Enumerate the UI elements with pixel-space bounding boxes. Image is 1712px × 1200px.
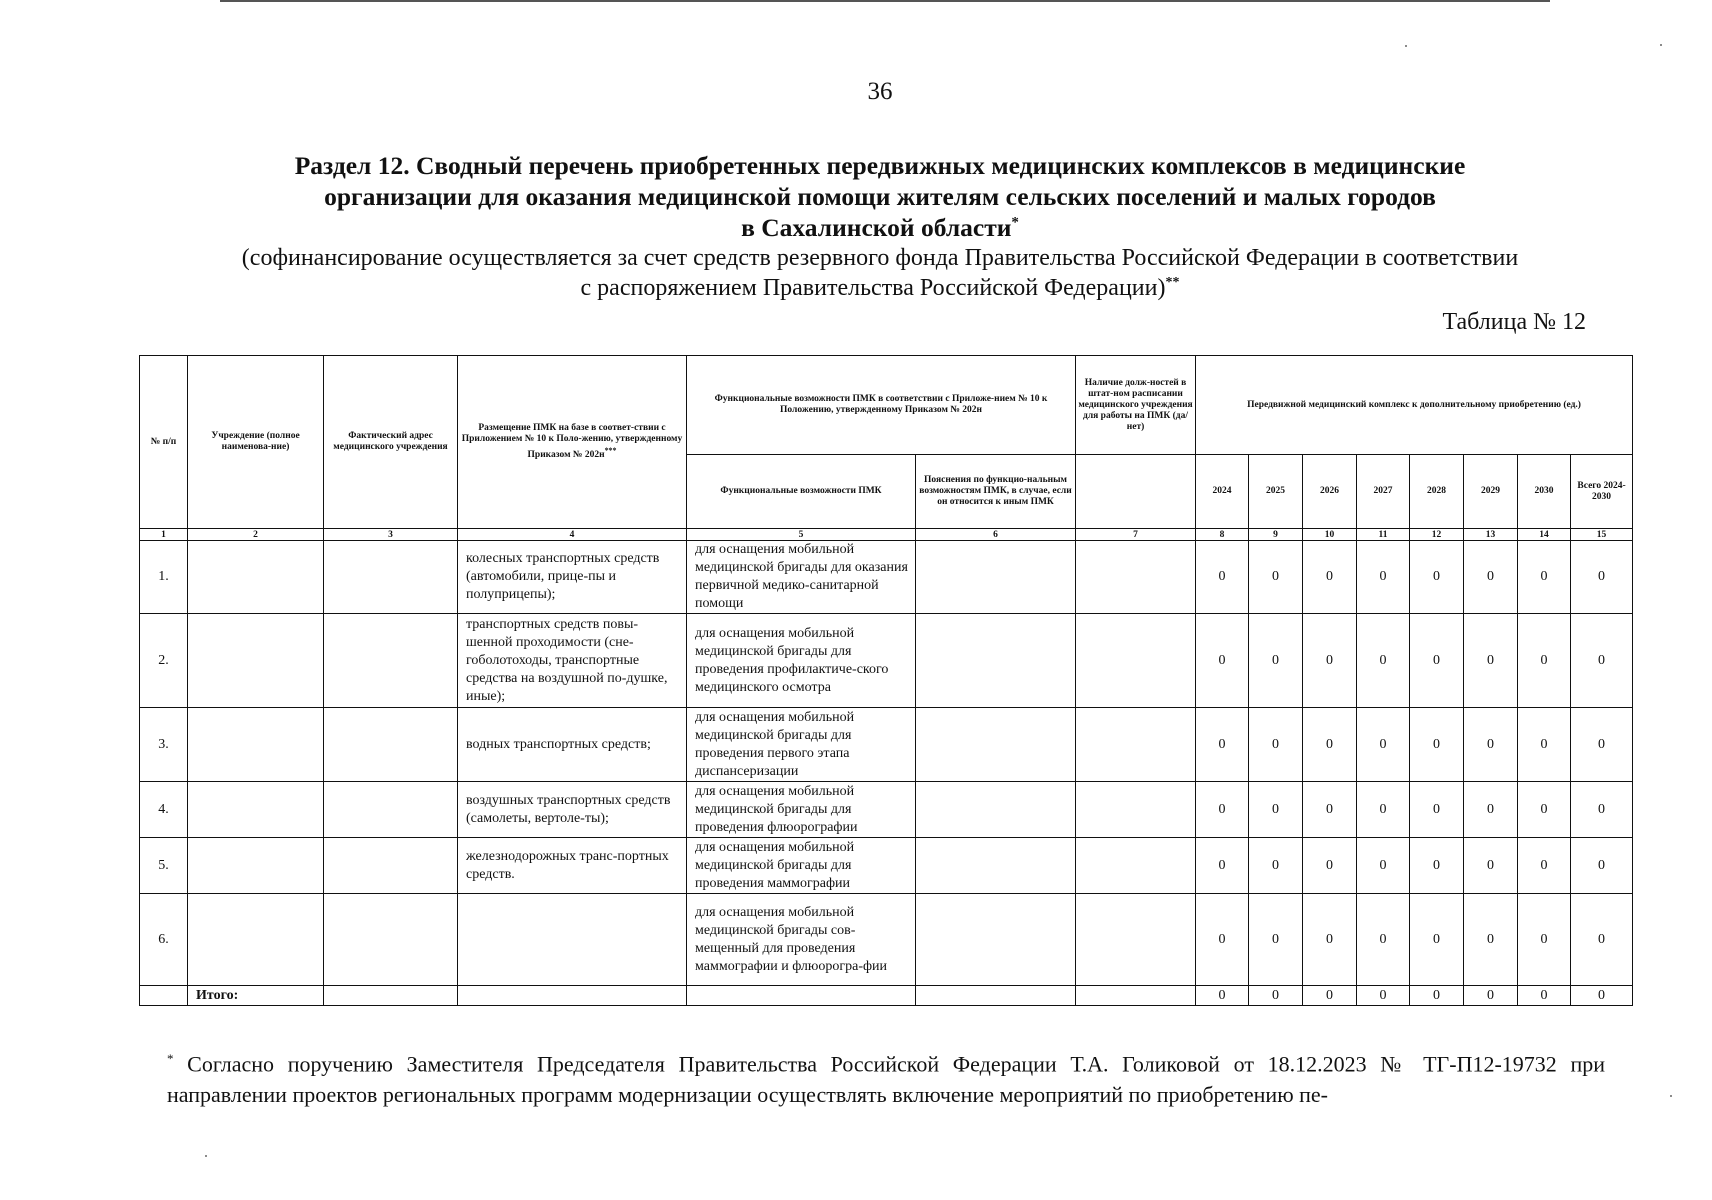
column-number: 13 [1464,529,1518,541]
total-empty [458,986,687,1006]
cell-value: 0 [1249,894,1303,986]
row-number: 2. [140,614,188,708]
cell-functional: для оснащения мобильной медицинской бригады для проведения маммографии [687,838,916,894]
cell-value: 0 [1518,838,1571,894]
footnote-text: Согласно поручению Заместителя Председателя Правительства Российской Федерации Т.А. Голиковой от 18.12.2023 № ТГ-П12-19732 при направлении проектов региональных программ модернизации осуществлять включение мероприятий по приобретению пе- [167,1051,1606,1108]
cell-value: 0 [1518,541,1571,614]
scan-speck [205,1155,207,1157]
scan-speck [1670,1095,1672,1097]
cell-value: 0 [1464,708,1518,782]
total-empty [1076,986,1196,1006]
subtitle-line-1: (софинансирование осуществляется за счет средств резервного фонда Правительства Российской Федерации в соответствии [241,245,1519,271]
title-block [140,150,1620,303]
cell-staffing [1076,708,1196,782]
column-number: 14 [1518,529,1571,541]
column-number: 15 [1571,529,1633,541]
header-placement [458,356,687,529]
total-empty-no [140,986,188,1006]
title-line-2: организации для оказания медицинской помощи жителям сельских поселений и малых городов [324,182,1436,211]
total-value: 0 [1518,986,1571,1006]
cell-value: 0 [1518,782,1571,838]
column-number: 3 [324,529,458,541]
row-number: 6. [140,894,188,986]
cell-placement: железнодорожных транс-портных средств. [458,838,687,894]
cell-value: 0 [1357,782,1410,838]
cell-total: 0 [1571,541,1633,614]
cell-institution [188,708,324,782]
cell-total: 0 [1571,838,1633,894]
cell-value: 0 [1464,614,1518,708]
cell-value: 0 [1357,894,1410,986]
cell-functional: для оснащения мобильной медицинской бригады для проведения профилактиче-ского медицинского осмотра [687,614,916,708]
cell-value: 0 [1410,541,1464,614]
total-empty [324,986,458,1006]
cell-value: 0 [1357,838,1410,894]
total-value: 0 [1464,986,1518,1006]
top-rule [220,0,1550,2]
cell-address [324,894,458,986]
cell-value: 0 [1410,782,1464,838]
total-value: 0 [1571,986,1633,1006]
cell-staffing [1076,614,1196,708]
header-year: 2030 [1518,455,1571,529]
header-placement-text: Размещение ПМК на базе в соответ-ствии с Приложением № 10 к Поло-жению, утвержденному Приказом № 202н [461,422,683,461]
cell-placement [458,894,687,986]
cell-value: 0 [1410,614,1464,708]
cell-address [324,782,458,838]
table-row [140,541,1633,614]
cell-institution [188,541,324,614]
page-number: 36 [867,78,893,105]
column-number: 7 [1076,529,1196,541]
header-staffing: Наличие долж-ностей в штат-ном расписании медицинского учреждения для работы на ПМК (да/нет) [1076,356,1196,455]
header-year: 2027 [1357,455,1410,529]
total-empty [687,986,916,1006]
cell-value: 0 [1518,614,1571,708]
cell-value: 0 [1518,894,1571,986]
column-number: 11 [1357,529,1410,541]
column-number: 9 [1249,529,1303,541]
title-line-1: Раздел 12. Сводный перечень приобретенных передвижных медицинских комплексов в медицинские [294,151,1466,180]
cell-explanation [916,708,1076,782]
column-number: 6 [916,529,1076,541]
footnote [167,1043,1605,1110]
cell-value: 0 [1249,614,1303,708]
cell-value: 0 [1196,782,1249,838]
cell-institution [188,838,324,894]
header-year: 2024 [1196,455,1249,529]
header-year: 2029 [1464,455,1518,529]
cell-functional: для оснащения мобильной медицинской бригады для оказания первичной медико-санитарной помощи [687,541,916,614]
cell-address [324,708,458,782]
cell-staffing [1076,838,1196,894]
total-value: 0 [1357,986,1410,1006]
cell-placement: транспортных средств повы-шенной проходимости (сне-гоболотоходы, транспортные средства на воздушной по-душке, иные); [458,614,687,708]
column-number-row [140,529,1633,541]
table-row [140,782,1633,838]
total-value: 0 [1249,986,1303,1006]
total-label: Итого: [188,986,324,1006]
cell-value: 0 [1303,614,1357,708]
footnote-mark: * [167,1051,174,1066]
header-address: Фактический адрес медицинского учреждения [324,356,458,529]
cell-address [324,838,458,894]
cell-value: 0 [1303,894,1357,986]
cell-functional: для оснащения мобильной медицинской бригады для проведения первого этапа диспансеризации [687,708,916,782]
header-explanation: Пояснения по функцио-нальным возможностям ПМК, в случае, если он относится к иным ПМК [916,455,1076,529]
scan-speck [1660,44,1662,46]
header-staffing-empty [1076,455,1196,529]
cell-functional: для оснащения мобильной медицинской бригады сов-мещенный для проведения маммографии и флюорогра-фии [687,894,916,986]
cell-value: 0 [1464,782,1518,838]
column-number: 1 [140,529,188,541]
header-year: 2025 [1249,455,1303,529]
cell-address [324,614,458,708]
row-number: 4. [140,782,188,838]
table-row [140,838,1633,894]
cell-value: 0 [1303,782,1357,838]
cell-value: 0 [1249,708,1303,782]
cell-value: 0 [1249,838,1303,894]
cell-total: 0 [1571,894,1633,986]
cell-explanation [916,894,1076,986]
cell-value: 0 [1357,541,1410,614]
subtitle-footnote-mark: ** [1165,275,1180,290]
title-line-3-text: в Сахалинской области [741,213,1012,242]
header-row-1 [140,356,1633,455]
subtitle-line-2 [140,273,1620,303]
cell-value: 0 [1410,894,1464,986]
scan-speck [1405,45,1407,47]
row-number: 3. [140,708,188,782]
cell-staffing [1076,782,1196,838]
cell-value: 0 [1518,708,1571,782]
header-no: № п/п [140,356,188,529]
cell-value: 0 [1196,541,1249,614]
cell-total: 0 [1571,614,1633,708]
header-complex-group: Передвижной медицинский комплекс к дополнительному приобретению (ед.) [1196,356,1633,455]
cell-staffing [1076,541,1196,614]
cell-placement: воздушных транспортных средств (самолеты, вертоле-ты); [458,782,687,838]
summary-table [139,355,1633,1006]
column-number: 4 [458,529,687,541]
row-number: 5. [140,838,188,894]
cell-value: 0 [1464,541,1518,614]
total-row [140,986,1633,1006]
table-row [140,708,1633,782]
cell-placement: колесных транспортных средств (автомобили, прице-пы и полуприцепы); [458,541,687,614]
total-value: 0 [1410,986,1464,1006]
column-number: 8 [1196,529,1249,541]
total-empty [916,986,1076,1006]
cell-value: 0 [1249,541,1303,614]
title-footnote-mark: * [1011,214,1019,231]
table-row [140,894,1633,986]
header-placement-mark: *** [604,445,617,455]
cell-explanation [916,838,1076,894]
cell-value: 0 [1464,894,1518,986]
cell-value: 0 [1357,708,1410,782]
cell-placement: водных транспортных средств; [458,708,687,782]
cell-value: 0 [1249,782,1303,838]
cell-value: 0 [1196,708,1249,782]
header-year: 2028 [1410,455,1464,529]
cell-explanation [916,614,1076,708]
cell-value: 0 [1410,838,1464,894]
cell-address [324,541,458,614]
row-number: 1. [140,541,188,614]
total-value: 0 [1303,986,1357,1006]
column-number: 5 [687,529,916,541]
table-row [140,614,1633,708]
cell-total: 0 [1571,708,1633,782]
cell-functional: для оснащения мобильной медицинской бригады для проведения флюорографии [687,782,916,838]
table-label: Таблица № 12 [1442,309,1586,335]
cell-value: 0 [1303,541,1357,614]
cell-value: 0 [1464,838,1518,894]
cell-institution [188,782,324,838]
cell-value: 0 [1303,708,1357,782]
cell-value: 0 [1196,614,1249,708]
cell-value: 0 [1410,708,1464,782]
column-number: 10 [1303,529,1357,541]
column-number: 2 [188,529,324,541]
cell-institution [188,894,324,986]
cell-total: 0 [1571,782,1633,838]
cell-value: 0 [1303,838,1357,894]
cell-value: 0 [1196,838,1249,894]
cell-explanation [916,782,1076,838]
cell-value: 0 [1196,894,1249,986]
header-functional: Функциональные возможности ПМК [687,455,916,529]
cell-institution [188,614,324,708]
total-value: 0 [1196,986,1249,1006]
cell-explanation [916,541,1076,614]
header-institution: Учреждение (полное наименова-ние) [188,356,324,529]
cell-staffing [1076,894,1196,986]
header-year: 2026 [1303,455,1357,529]
cell-value: 0 [1357,614,1410,708]
subtitle-line-2-text: с распоряжением Правительства Российской Федерации) [580,275,1166,301]
column-number: 12 [1410,529,1464,541]
header-functional-group: Функциональные возможности ПМК в соответствии с Приложе-нием № 10 к Положению, утвержденному Приказом № 202н [687,356,1076,455]
header-total-years: Всего 2024-2030 [1571,455,1633,529]
title-line-3 [140,212,1620,243]
